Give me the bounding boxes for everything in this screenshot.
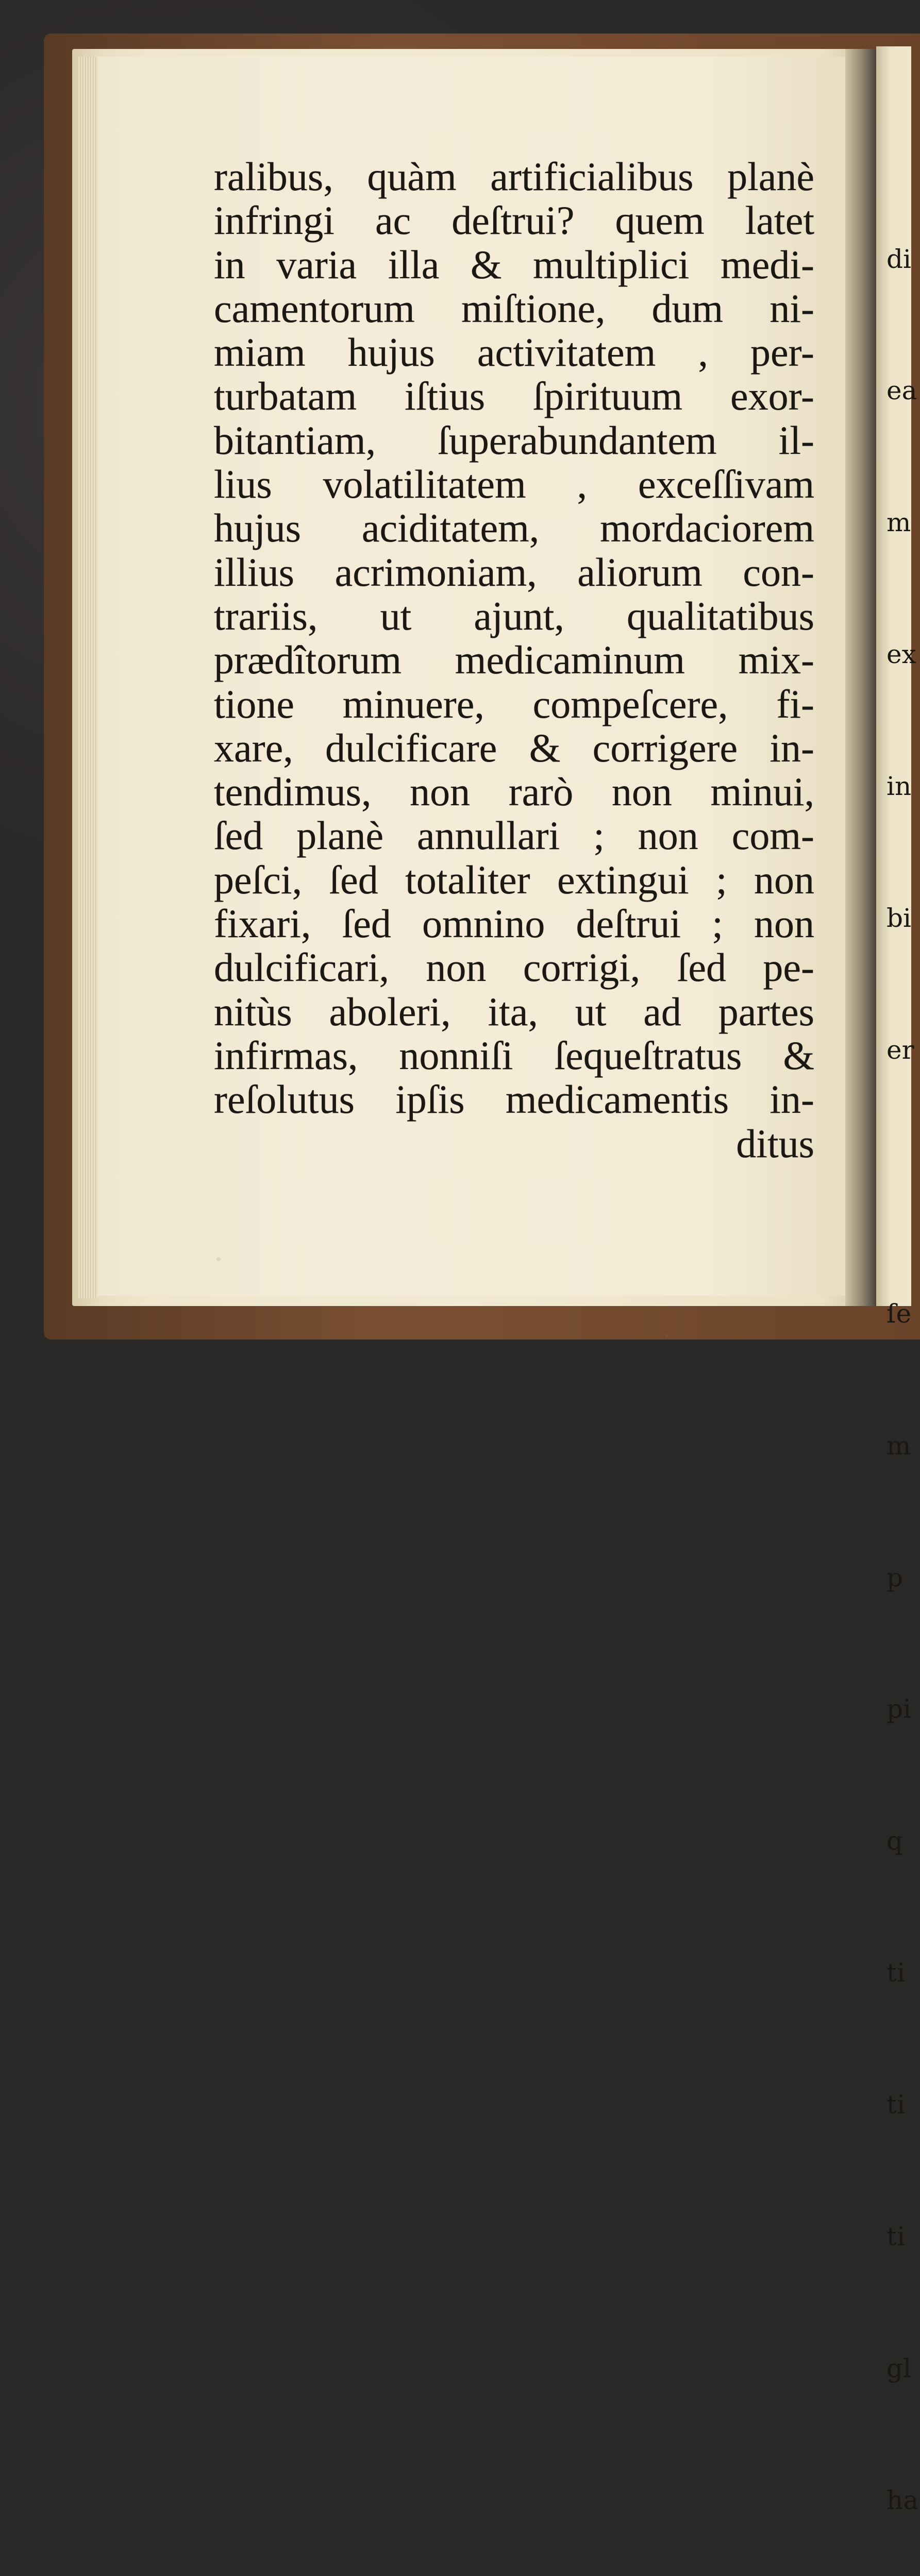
text-line: hujus aciditatem, mordaciorem xyxy=(214,505,814,551)
facing-line: m xyxy=(886,507,911,538)
text-line: prædîtorum medicaminum mix- xyxy=(214,637,814,683)
text-line: turbatam iſtius ſpirituum exor- xyxy=(214,374,814,419)
facing-line: ea xyxy=(886,376,917,406)
text-line: infirmas, nonniſi ſequeſtratus & xyxy=(214,1032,814,1078)
facing-line: in xyxy=(886,771,912,802)
text-line: in varia illa & multiplici medi- xyxy=(214,242,814,287)
facing-line: ha xyxy=(886,2485,919,2515)
facing-line xyxy=(886,1160,911,1204)
page-edges xyxy=(77,57,98,1298)
text-line: dulcificari, non corrigi, ſed pe- xyxy=(214,945,814,990)
facing-page-text xyxy=(886,149,919,2576)
facing-line: m xyxy=(886,1430,911,1461)
facing-line: ſe xyxy=(886,1298,912,1329)
text-line: ralibus, quàm artificialibus planè xyxy=(214,154,814,199)
text-line: xare, dulcificare & corrigere in- xyxy=(214,725,814,770)
text-line: peſci, ſed totaliter extingui ; non xyxy=(214,857,814,902)
text-line: lius volatilitatem , exceſſivam xyxy=(214,462,814,507)
book-gutter xyxy=(845,49,876,1306)
catchword: ditus xyxy=(736,1121,814,1166)
facing-line: di xyxy=(886,244,911,274)
text-line: nitùs aboleri, ita, ut ad partes xyxy=(214,989,814,1034)
facing-line: ti xyxy=(886,2221,906,2251)
facing-line: er xyxy=(886,1035,914,1065)
text-line: reſolutus ipſis medicamentis in- xyxy=(214,1077,814,1122)
text-line: bitantiam, ſuperabundantem il- xyxy=(214,417,814,463)
text-line: miam hujus activitatem , per- xyxy=(214,330,814,375)
facing-line: gl xyxy=(886,2353,911,2383)
page-body-text xyxy=(214,155,814,1165)
text-line: fixari, ſed omnino deſtrui ; non xyxy=(214,901,814,946)
facing-line: pi xyxy=(886,1694,911,1724)
text-line: illius acrimoniam, aliorum con- xyxy=(214,549,814,595)
text-line: tendimus, non rarò non minui, xyxy=(214,769,814,815)
text-line: camentorum miſtione, dum ni- xyxy=(214,285,814,331)
facing-line: p xyxy=(886,1562,904,1592)
paper-spot xyxy=(216,1257,221,1261)
facing-line: bi xyxy=(886,903,911,934)
text-line: trariis, ut ajunt, qualitatibus xyxy=(214,593,814,638)
text-line: ſed planè annullari ; non com- xyxy=(214,813,814,858)
facing-line: ti xyxy=(886,1958,906,1988)
facing-line: q xyxy=(886,1826,904,1856)
facing-line: ex xyxy=(886,639,916,670)
text-line: tione minuere, compeſcere, fi- xyxy=(214,681,814,726)
text-line: infringi ac deſtrui? quem latet xyxy=(214,198,814,243)
facing-line: ti xyxy=(886,2090,906,2120)
paper-spot xyxy=(665,1334,668,1337)
